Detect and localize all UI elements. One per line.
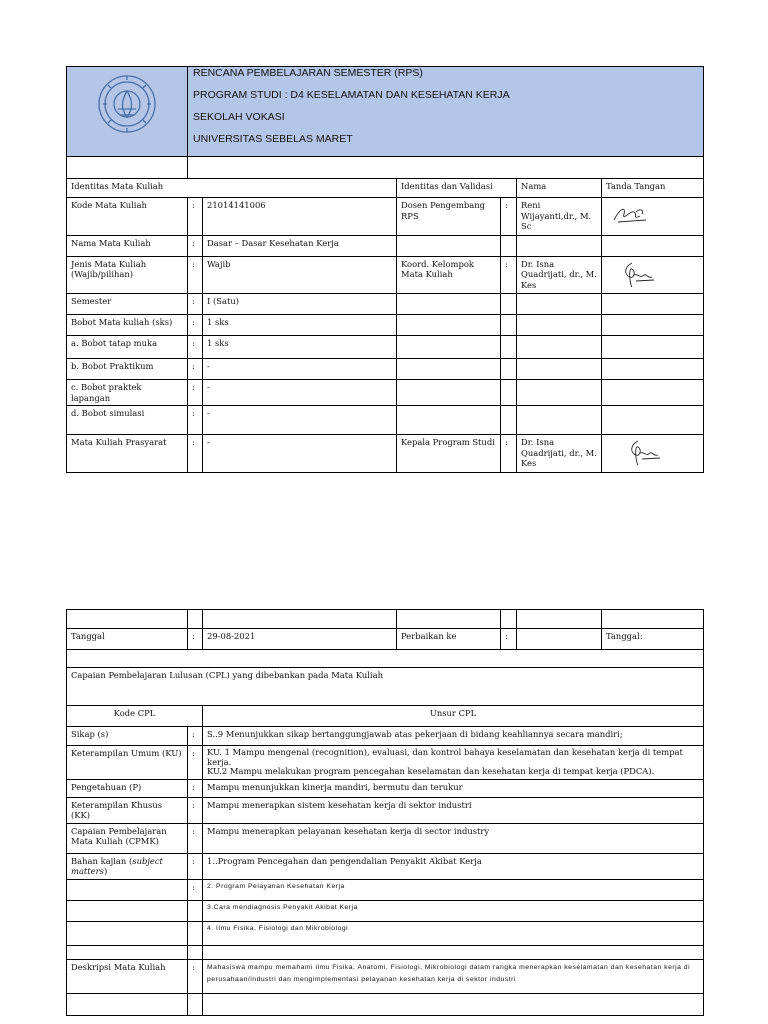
row-label: Nama Mata Kuliah bbox=[67, 235, 188, 256]
ku-item: KU. 1 Mampu mengenal (recognition), evaluasi, dan kontrol bahaya keselamatan dan kesehatan kerja di tempat kerja. bbox=[207, 747, 683, 767]
description-value: Mahasiswa mampu memahami ilmu Fisika, Anatomi, Fisiologi, Mikrobiologi dalam rangka menerapkan keselamatan dan kesehatan kerja di perusahaan/industri dan mengimplementasi pelayanan kesehatan kerja di sektor industri bbox=[203, 959, 704, 993]
empty-cell bbox=[67, 945, 188, 959]
empty-cell bbox=[517, 315, 602, 336]
colon: : bbox=[188, 959, 203, 993]
empty-cell bbox=[397, 359, 501, 380]
empty-cell bbox=[602, 406, 704, 435]
empty-cell bbox=[397, 336, 501, 359]
empty-cell bbox=[602, 294, 704, 315]
empty-cell bbox=[188, 157, 704, 179]
row-value: Wajib bbox=[203, 256, 397, 294]
colon: : bbox=[188, 779, 203, 797]
empty-cell bbox=[203, 610, 397, 629]
colon: : bbox=[188, 256, 203, 294]
empty-cell bbox=[203, 945, 704, 959]
row-label: Mata Kuliah Prasyarat bbox=[67, 435, 188, 473]
empty-cell bbox=[67, 921, 188, 945]
colon: : bbox=[188, 359, 203, 380]
colon: : bbox=[188, 294, 203, 315]
cpl-value: S..9 Menunjukkan sikap bertanggungjawab atas pekerjaan di bidang keahliannya secara mandiri; bbox=[203, 727, 704, 746]
empty-cell bbox=[602, 315, 704, 336]
colon: : bbox=[188, 746, 203, 780]
rps-header-title bbox=[188, 67, 704, 157]
signature-column-header: Tanda Tangan bbox=[602, 179, 704, 198]
signature-image bbox=[624, 437, 664, 467]
colon: : bbox=[188, 629, 203, 650]
cpl-value: Mampu menerapkan pelayanan kesehatan kerja di sector industry bbox=[203, 823, 704, 853]
colon: : bbox=[188, 797, 203, 823]
cpl-label: Keterampilan Khusus (KK) bbox=[67, 797, 188, 823]
empty-cell bbox=[501, 235, 517, 256]
empty-cell bbox=[517, 235, 602, 256]
university-logo bbox=[94, 71, 160, 137]
row-label: Jenis Mata Kuliah (Wajib/pilihan) bbox=[67, 256, 188, 294]
rps-identity-table bbox=[66, 66, 704, 473]
bahan-kajian-item: 4. Ilmu Fisika, Fisiologi dan Mikrobiologi bbox=[203, 921, 704, 945]
signature-cell bbox=[602, 198, 704, 236]
row-value: - bbox=[203, 380, 397, 406]
validator-name: Dr. Isna Quadrijati, dr., M. Kes bbox=[517, 435, 602, 473]
bahan-kajian-item: 2. Program Pelayanan Kesehatan Kerja bbox=[203, 879, 704, 900]
header-line: RENCANA PEMBELAJARAN SEMESTER (RPS) bbox=[193, 67, 423, 79]
empty-cell bbox=[67, 900, 188, 921]
row-value: 21014141006 bbox=[203, 198, 397, 236]
empty-cell bbox=[188, 921, 203, 945]
cpl-label: Keterampilan Umum (KU) bbox=[67, 746, 188, 780]
row-label: Bobot Mata kuliah (sks) bbox=[67, 315, 188, 336]
empty-cell bbox=[397, 294, 501, 315]
colon: : bbox=[188, 853, 203, 879]
row-value: I (Satu) bbox=[203, 294, 397, 315]
empty-cell bbox=[517, 336, 602, 359]
empty-cell bbox=[397, 406, 501, 435]
colon: : bbox=[188, 315, 203, 336]
cpl-section-title: Capaian Pembelajaran Lulusan (CPL) yang dibebankan pada Mata Kuliah bbox=[67, 668, 704, 706]
empty-cell bbox=[67, 993, 188, 1015]
row-value: - bbox=[203, 359, 397, 380]
signature-image bbox=[610, 200, 650, 230]
empty-cell bbox=[602, 380, 704, 406]
header-line: UNIVERSITAS SEBELAS MARET bbox=[193, 133, 353, 145]
colon: : bbox=[188, 198, 203, 236]
signature-cell bbox=[602, 435, 704, 473]
kode-cpl-header: Kode CPL bbox=[67, 706, 203, 727]
empty-cell bbox=[188, 945, 203, 959]
empty-cell bbox=[501, 336, 517, 359]
empty-cell bbox=[517, 294, 602, 315]
identity-title: Identitas Mata Kuliah bbox=[67, 179, 397, 198]
bahan-kajian-text: Bahan kajian ( bbox=[71, 855, 133, 866]
row-label: d. Bobot simulasi bbox=[67, 406, 188, 435]
header-line: PROGRAM STUDI : D4 KESELAMATAN DAN KESEHATAN KERJA bbox=[193, 89, 510, 101]
row-value: - bbox=[203, 406, 397, 435]
row-label: Semester bbox=[67, 294, 188, 315]
empty-cell bbox=[517, 380, 602, 406]
bahan-kajian-item: 3.Cara mendiagnosis Penyakit Akibat Kerja bbox=[203, 900, 704, 921]
empty-cell bbox=[501, 610, 517, 629]
colon: : bbox=[188, 380, 203, 406]
university-logo-cell bbox=[67, 67, 188, 157]
signature-cell bbox=[602, 256, 704, 294]
colon: : bbox=[188, 727, 203, 746]
empty-cell bbox=[67, 610, 188, 629]
empty-cell bbox=[203, 993, 704, 1015]
empty-cell bbox=[67, 879, 188, 900]
validation-role: Kepala Program Studi bbox=[397, 435, 501, 473]
colon: : bbox=[501, 198, 517, 236]
row-value: 1 sks bbox=[203, 336, 397, 359]
validator-name: Reni Wijayanti,dr., M. Sc bbox=[517, 198, 602, 236]
empty-cell bbox=[501, 380, 517, 406]
row-label: a. Bobot tatap muka bbox=[67, 336, 188, 359]
row-label: Kode Mata Kuliah bbox=[67, 198, 188, 236]
empty-cell bbox=[188, 610, 203, 629]
empty-cell bbox=[602, 336, 704, 359]
header-line: SEKOLAH VOKASI bbox=[193, 111, 285, 123]
row-value: Dasar – Dasar Kesehatan Kerja bbox=[203, 235, 397, 256]
colon: : bbox=[188, 336, 203, 359]
empty-cell bbox=[517, 610, 602, 629]
colon: : bbox=[188, 435, 203, 473]
empty-cell bbox=[397, 235, 501, 256]
empty-cell bbox=[67, 157, 188, 179]
empty-cell bbox=[397, 610, 501, 629]
colon: : bbox=[501, 629, 517, 650]
empty-cell bbox=[517, 359, 602, 380]
empty-cell bbox=[602, 235, 704, 256]
date-label: Tanggal bbox=[67, 629, 188, 650]
cpl-label: Capaian Pembelajaran Mata Kuliah (CPMK) bbox=[67, 823, 188, 853]
colon: : bbox=[188, 406, 203, 435]
empty-cell bbox=[397, 380, 501, 406]
date-value: 29-08-2021 bbox=[203, 629, 397, 650]
row-value: - bbox=[203, 435, 397, 473]
validation-role: Koord. Kelompok Mata Kuliah bbox=[397, 256, 501, 294]
revision-value bbox=[517, 629, 602, 650]
cpl-value bbox=[203, 746, 704, 780]
empty-cell bbox=[602, 610, 704, 629]
empty-cell bbox=[501, 359, 517, 380]
empty-cell bbox=[501, 294, 517, 315]
validation-role: Dosen Pengembang RPS bbox=[397, 198, 501, 236]
ku-item: KU.2 Mampu melakukan program pencegahan keselamatan dan kesehatan kerja di tempat kerja (PDCA). bbox=[207, 766, 655, 776]
cpl-label: Pengetahuan (P) bbox=[67, 779, 188, 797]
empty-cell bbox=[517, 406, 602, 435]
name-column-header: Nama bbox=[517, 179, 602, 198]
empty-cell bbox=[602, 359, 704, 380]
bahan-kajian-italic: subject matters bbox=[71, 855, 163, 876]
row-value: 1 sks bbox=[203, 315, 397, 336]
empty-cell bbox=[501, 406, 517, 435]
colon: : bbox=[501, 435, 517, 473]
empty-cell bbox=[397, 315, 501, 336]
row-label: c. Bobot praktek lapangan bbox=[67, 380, 188, 406]
bahan-kajian-text: ) bbox=[103, 866, 108, 876]
rps-cpl-table bbox=[66, 609, 704, 1016]
unsur-cpl-header: Unsur CPL bbox=[203, 706, 704, 727]
cpl-label: Sikap (s) bbox=[67, 727, 188, 746]
colon: : bbox=[188, 879, 203, 900]
empty-cell bbox=[188, 900, 203, 921]
empty-cell bbox=[188, 993, 203, 1015]
colon: : bbox=[188, 823, 203, 853]
revision-date-label: Tanggal: bbox=[602, 629, 704, 650]
colon: : bbox=[501, 256, 517, 294]
bahan-kajian-item: 1..Program Pencegahan dan pengendalian Penyakit Akibat Kerja bbox=[203, 853, 704, 879]
row-label: b. Bobot Praktikum bbox=[67, 359, 188, 380]
bahan-kajian-label bbox=[67, 853, 188, 879]
signature-image bbox=[618, 259, 658, 289]
validator-name: Dr. Isna Quadrijati, dr., M. Kes bbox=[517, 256, 602, 294]
validation-title: Identitas dan Validasi bbox=[397, 179, 517, 198]
cpl-value: Mampu menunjukkan kinerja mandiri, bermutu dan terukur bbox=[203, 779, 704, 797]
empty-cell bbox=[501, 315, 517, 336]
cpl-value: Mampu menerapkan sistem kesehatan kerja di sektor industri bbox=[203, 797, 704, 823]
revision-label: Perbaikan ke bbox=[397, 629, 501, 650]
description-label: Deskripsi Mata Kuliah bbox=[67, 959, 188, 993]
empty-cell bbox=[67, 650, 704, 668]
colon: : bbox=[188, 235, 203, 256]
